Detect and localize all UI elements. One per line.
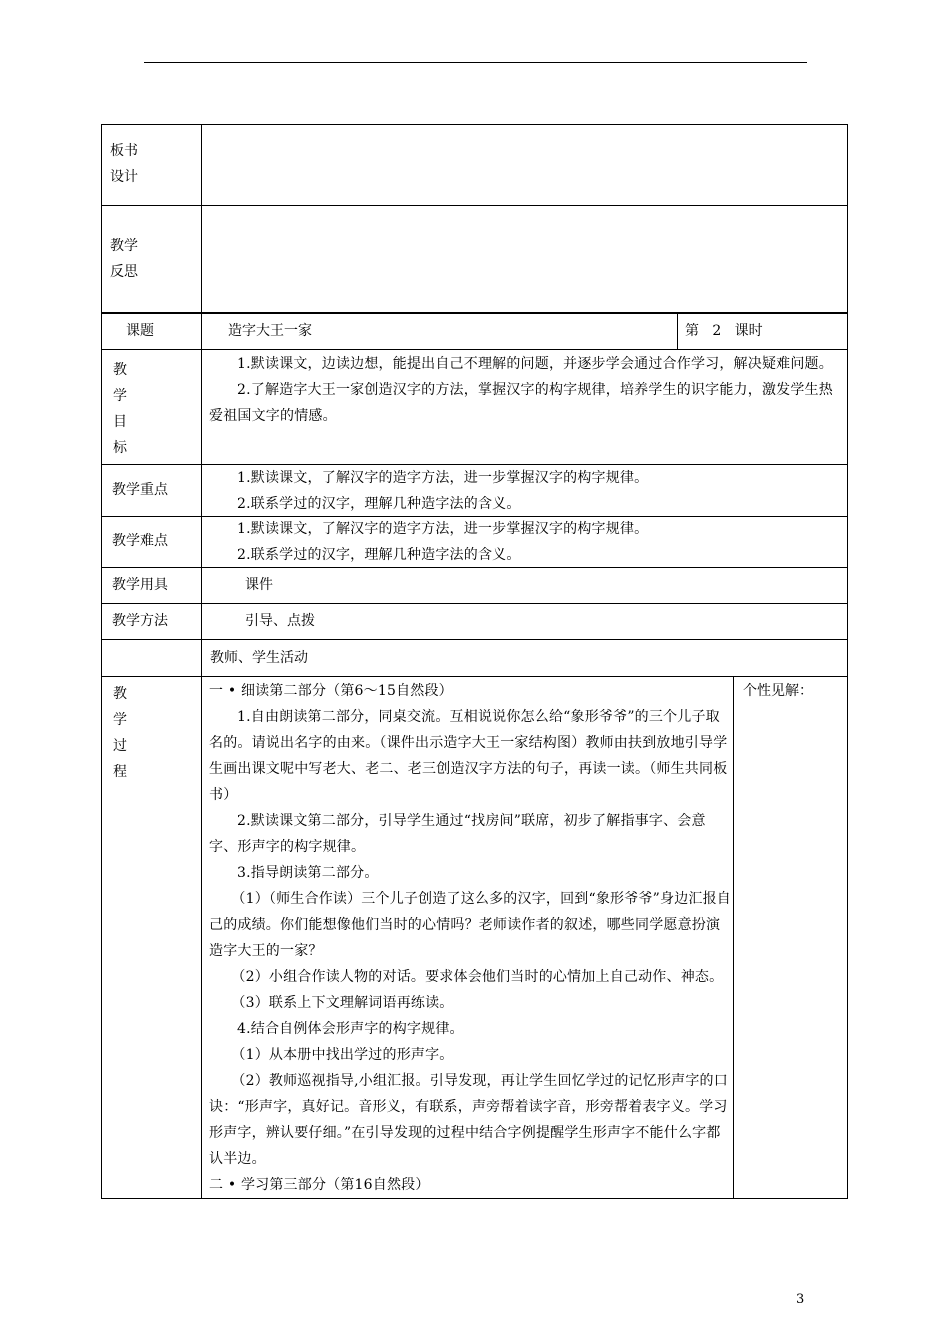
lesson-title-label: 课题 <box>126 323 154 339</box>
tools-label: 教学用具 <box>112 577 168 593</box>
lesson-title: 造字大王一家 <box>228 323 312 339</box>
process-section-heading: 二 • 学习第三部分（第16自然段） <box>209 1177 430 1193</box>
process-item: 4.结合自例体会形声字的构字规律。 <box>237 1021 464 1037</box>
process-item: 2.默读课文第二部分，引导学生通过“找房间”联席，初步了解指事字、会意字、形声字的构字规律。 <box>209 813 706 855</box>
process-item: 3.指导朗读第二部分。 <box>237 865 379 881</box>
goal-item: 1.默读课文，边读边想，能提出自己不理解的问题，并逐步学会通过合作学习，解决疑难问题。 <box>237 356 833 372</box>
process-item: （3）联系上下文理解词语再练读。 <box>231 995 454 1011</box>
process-section-heading: 一 • 细读第二部分（第6～15自然段） <box>209 683 453 699</box>
teaching-reflection-label: 教学 反思 <box>110 238 138 280</box>
key-points-text <box>209 465 841 517</box>
key-points-label: 教学重点 <box>112 482 168 498</box>
lesson-plan-table <box>101 313 848 1199</box>
process-text <box>209 678 731 1198</box>
process-item: （1）从本册中找出学过的形声字。 <box>231 1047 454 1063</box>
difficulty-item: 2.联系学过的汉字，理解几种造字法的含义。 <box>237 547 521 563</box>
page-number: 3 <box>796 1292 805 1307</box>
process-item: （2）小组合作读人物的对话。要求体会他们当时的心情加上自己动作、神态。 <box>231 969 724 985</box>
difficulties-label: 教学难点 <box>112 533 168 549</box>
activity-header: 教师、学生活动 <box>210 650 308 666</box>
tools-value: 课件 <box>245 577 273 593</box>
personal-insight-label: 个性见解： <box>743 683 813 699</box>
process-label: 教 学 过 程 <box>113 686 127 780</box>
process-item: （1）（师生合作读）三个儿子创造了这么多的汉字，回到“象形爷爷”身边汇报自己的成绩。你们能想像他们当时的心情吗？老师读作者的叙述，哪些同学愿意扮演造字大王的一家？ <box>209 891 732 959</box>
lesson-period: 第 2 课时 <box>685 323 763 339</box>
board-reflection-table <box>101 124 848 313</box>
method-value: 引导、点拨 <box>245 613 315 629</box>
goal-item: 2.了解造字大王一家创造汉字的方法，掌握汉字的构字规律，培养学生的识字能力，激发学生热爱祖国文字的情感。 <box>209 382 833 424</box>
method-label: 教学方法 <box>112 613 168 629</box>
difficulty-item: 1.默读课文，了解汉字的造字方法，进一步掌握汉字的构字规律。 <box>237 521 649 537</box>
key-point-item: 2.联系学过的汉字，理解几种造字法的含义。 <box>237 496 521 512</box>
process-item: 1.自由朗读第二部分，同桌交流。互相说说你怎么给“象形爷爷”的三个儿子取名的。请说出名字的由来。（课件出示造字大王一家结构图）教师由扶到放地引导学生画出课文呢中写老大、老二、老三创造汉字方法的句子，再读一读。（师生共同板书） <box>209 709 728 803</box>
key-point-item: 1.默读课文，了解汉字的造字方法，进一步掌握汉字的构字规律。 <box>237 470 649 486</box>
header-rule <box>144 62 807 63</box>
goals-text <box>209 351 841 429</box>
goals-label: 教 学 目 标 <box>113 362 127 456</box>
board-design-label: 板书 设计 <box>110 143 138 185</box>
process-item: （2）教师巡视指导,小组汇报。引导发现，再让学生回忆学过的记忆形声字的口诀：“形声字，真好记。音形义，有联系，声旁帮着读字音，形旁帮着表字义。学习形声字，辨认要仔细。”在引导发现的过程中结合字例提醒学生形声字不能什么字都认半边。 <box>209 1073 728 1167</box>
difficulties-text <box>209 516 841 568</box>
